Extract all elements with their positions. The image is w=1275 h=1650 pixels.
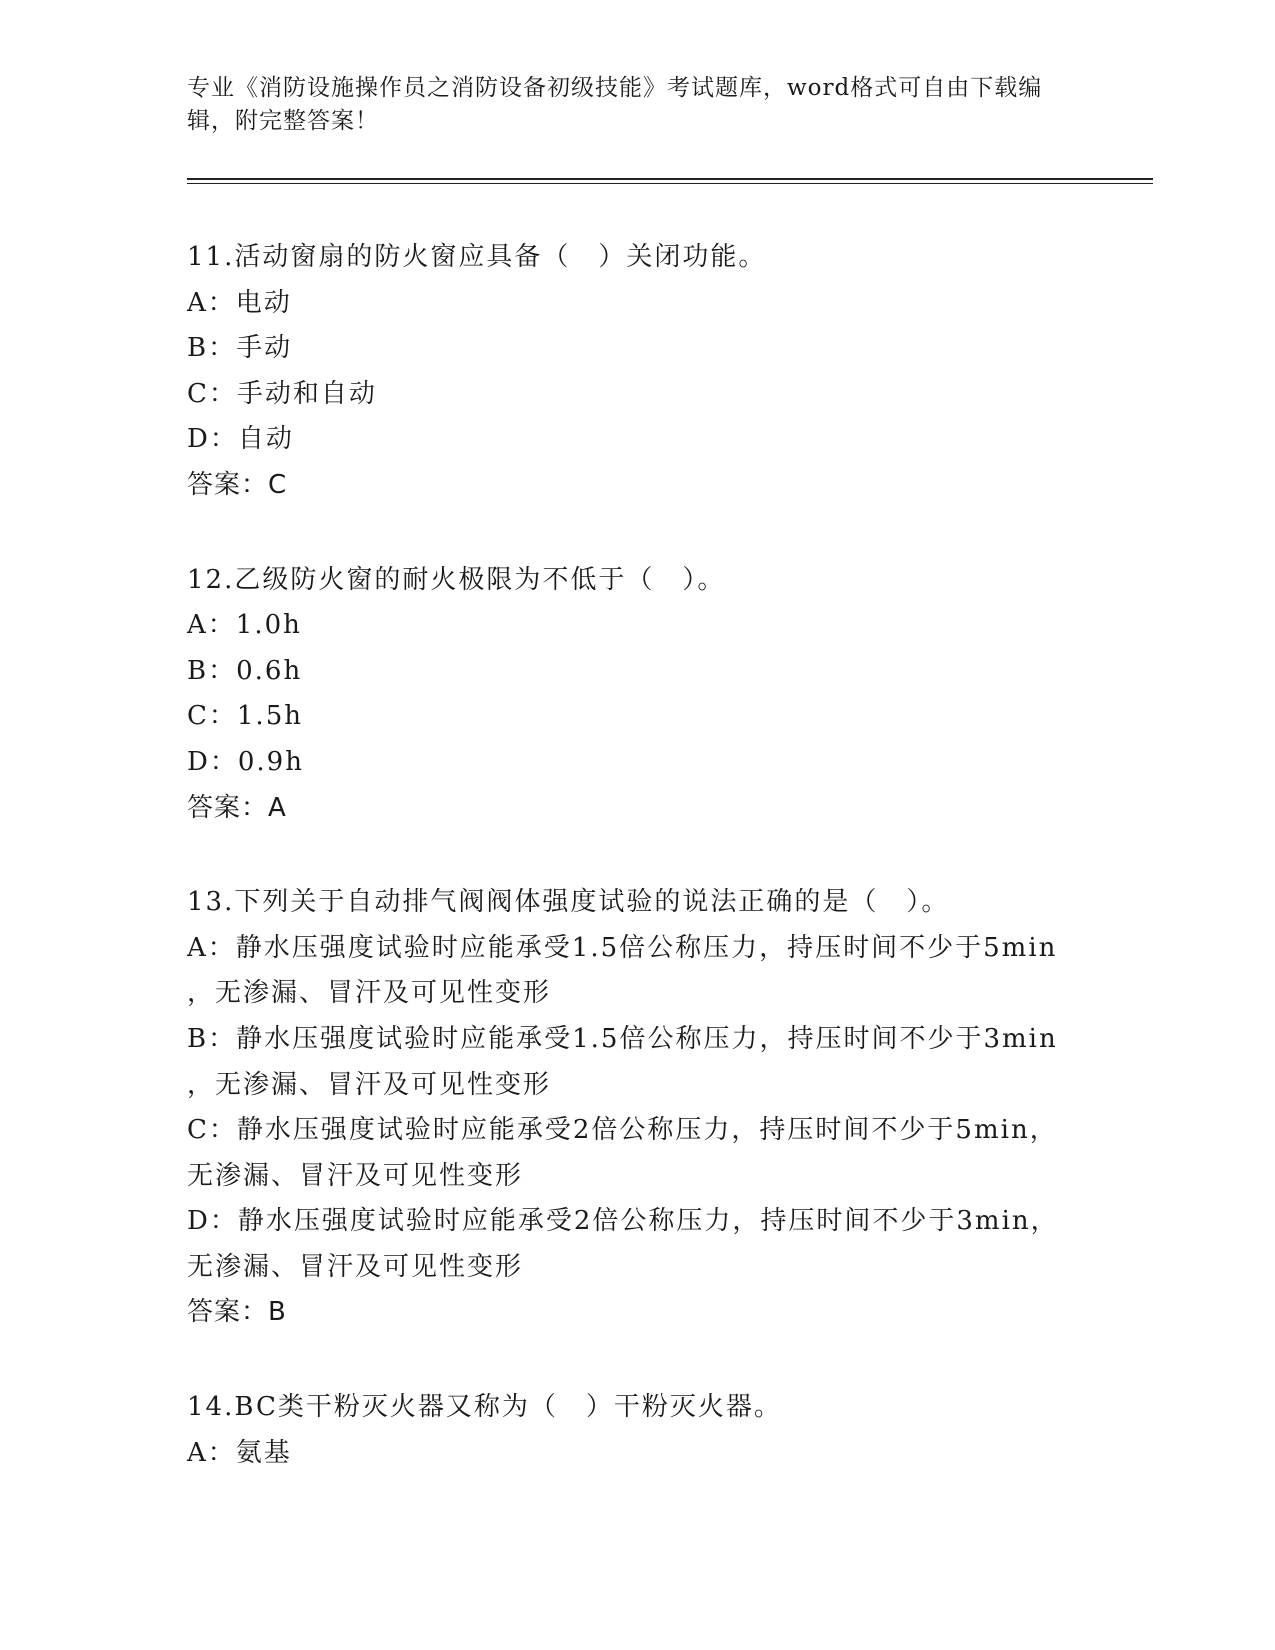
option-a: A：1.0h [187, 610, 302, 641]
question-12 [187, 558, 1107, 832]
header-divider-thin [187, 183, 1153, 184]
question-stem: 11.活动窗扇的防火窗应具备（ ）关闭功能。 [187, 242, 767, 272]
option-b: B：手动 [187, 333, 293, 364]
answer-line: 答案：B [187, 1297, 287, 1328]
question-stem: 14.BC类干粉灭火器又称为（ ）干粉灭火器。 [187, 1392, 782, 1423]
answer-line: 答案：C [187, 469, 288, 500]
option-c-continued: 无渗漏、冒汗及可见性变形 [187, 1160, 524, 1191]
question-stem: 13.下列关于自动排气阀阀体强度试验的说法正确的是（ ）。 [187, 887, 950, 918]
option-b: B：0.6h [187, 655, 303, 686]
option-a-continued: ，无渗漏、冒汗及可见性变形 [187, 978, 552, 1009]
option-a: A：氨基 [187, 1437, 292, 1468]
question-13 [187, 880, 1107, 1336]
intro-line-2: 辑，附完整答案！ [187, 108, 379, 134]
option-b-continued: ，无渗漏、冒汗及可见性变形 [187, 1069, 552, 1100]
option-a: A：静水压强度试验时应能承受1.5倍公称压力，持压时间不少于5min [187, 932, 1058, 963]
option-a: A：电动 [187, 287, 292, 318]
option-d-continued: 无渗漏、冒汗及可见性变形 [187, 1251, 524, 1282]
question-14 [187, 1385, 1107, 1476]
option-c: C：1.5h [187, 701, 303, 732]
option-c: C：手动和自动 [187, 378, 377, 409]
option-d: D：静水压强度试验时应能承受2倍公称压力，持压时间不少于3min， [187, 1206, 1059, 1237]
option-d: D：0.9h [187, 746, 304, 777]
option-d: D：自动 [187, 424, 294, 455]
question-11 [187, 235, 1107, 509]
document-intro [187, 72, 1067, 138]
option-b: B：静水压强度试验时应能承受1.5倍公称压力，持压时间不少于3min [187, 1023, 1058, 1054]
intro-line-1: 专业《消防设施操作员之消防设备初级技能》考试题库，word格式可自由下载编 [187, 75, 1043, 101]
answer-line: 答案：A [187, 792, 287, 823]
question-stem: 12.乙级防火窗的耐火极限为不低于（ ）。 [187, 564, 726, 595]
header-divider-thick [187, 178, 1153, 180]
option-c: C：静水压强度试验时应能承受2倍公称压力，持压时间不少于5min， [187, 1115, 1058, 1146]
question-list [187, 235, 1107, 1525]
